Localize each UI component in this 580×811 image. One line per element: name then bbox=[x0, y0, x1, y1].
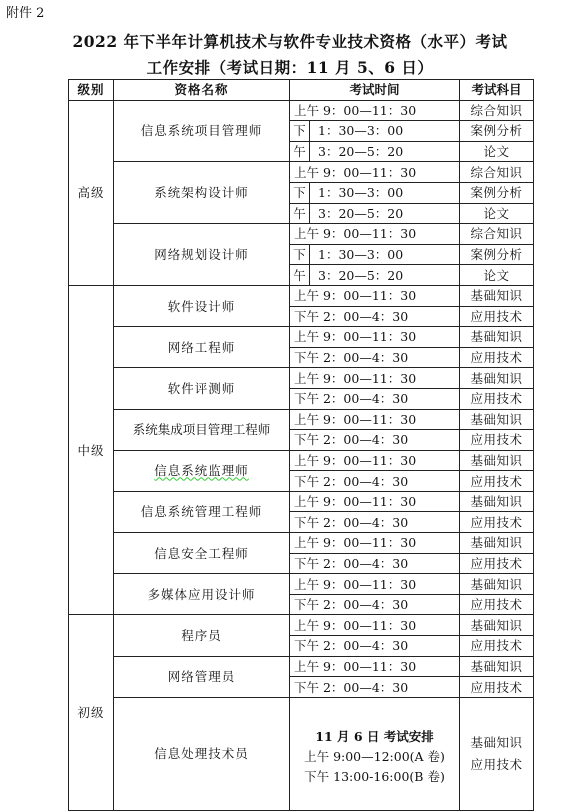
exam-name: 系统集成项目管理工程师 bbox=[114, 409, 290, 450]
exam-time: 下午 2：00—4：30 bbox=[290, 553, 460, 574]
table-row bbox=[69, 450, 534, 471]
afternoon-char: 午 bbox=[290, 265, 310, 286]
exam-subject: 论文 bbox=[460, 141, 534, 162]
exam-time: 下午 2：00—4：30 bbox=[290, 594, 460, 615]
exam-subject: 应用技术 bbox=[460, 553, 534, 574]
exam-time: 下午 2：00—4：30 bbox=[290, 306, 460, 327]
exam-subject: 基础知识 bbox=[460, 368, 534, 389]
exam-time: 下午 2：00—4：30 bbox=[290, 636, 460, 657]
exam-subject: 基础知识 bbox=[460, 615, 534, 636]
exam-time: 下午 2：00—4：30 bbox=[290, 677, 460, 698]
exam-subject: 应用技术 bbox=[460, 512, 534, 533]
exam-time: 下午 2：00—4：30 bbox=[290, 430, 460, 451]
exam-subject: 应用技术 bbox=[460, 594, 534, 615]
exam-name: 网络管理员 bbox=[114, 656, 290, 697]
exam-time: 上午 9：00—11：30 bbox=[290, 450, 460, 471]
exam-time: 上午 9：00—11：30 bbox=[290, 409, 460, 430]
exam-subject: 基础知识 bbox=[460, 533, 534, 554]
special-schedule-title: 11 月 6 日 考试安排 bbox=[315, 728, 434, 744]
exam-time: 上午 9：00—11：30 bbox=[290, 327, 460, 348]
afternoon-char: 午 bbox=[290, 141, 310, 162]
exam-subject: 应用技术 bbox=[460, 347, 534, 368]
exam-subject: 基础知识 bbox=[460, 409, 534, 430]
exam-subject: 案例分析 bbox=[460, 121, 534, 142]
exam-time: 上午 9：00—11：30 bbox=[290, 491, 460, 512]
exam-name: 网络工程师 bbox=[114, 327, 290, 368]
exam-time: 上午 9：00—11：30 bbox=[290, 224, 460, 245]
exam-subject: 论文 bbox=[460, 203, 534, 224]
table-row bbox=[69, 285, 534, 306]
exam-subject: 案例分析 bbox=[460, 182, 534, 203]
exam-subject: 综合知识 bbox=[460, 100, 534, 121]
exam-name: 信息安全工程师 bbox=[114, 533, 290, 574]
table-row bbox=[69, 409, 534, 430]
document-subtitle: 工作安排（考试日期：11 月 5、6 日） bbox=[146, 58, 434, 77]
exam-time: 3：20—5：20 bbox=[310, 203, 460, 224]
exam-subject: 综合知识 bbox=[460, 224, 534, 245]
table-row bbox=[69, 162, 534, 183]
table-row bbox=[69, 656, 534, 677]
header-name: 资格名称 bbox=[114, 80, 290, 101]
special-schedule-am: 上午 9:00—12:00(A 卷) bbox=[304, 748, 445, 764]
afternoon-char: 下 bbox=[290, 121, 310, 142]
exam-subject: 基础知识 bbox=[460, 450, 534, 471]
special-subjects bbox=[460, 697, 534, 810]
exam-time: 下午 2：00—4：30 bbox=[290, 512, 460, 533]
exam-subject: 基础知识 bbox=[460, 656, 534, 677]
table-row bbox=[69, 491, 534, 512]
exam-name: 信息系统项目管理师 bbox=[114, 100, 290, 162]
header-level: 级别 bbox=[69, 80, 114, 101]
exam-subject: 应用技术 bbox=[460, 471, 534, 492]
special-subject-applied: 应用技术 bbox=[470, 756, 523, 772]
exam-subject: 基础知识 bbox=[460, 574, 534, 595]
exam-name bbox=[114, 450, 290, 491]
exam-subject: 案例分析 bbox=[460, 244, 534, 265]
table-row bbox=[69, 697, 534, 810]
exam-time: 上午 9：00—11：30 bbox=[290, 162, 460, 183]
exam-name: 软件设计师 bbox=[114, 285, 290, 326]
exam-subject: 应用技术 bbox=[460, 636, 534, 657]
special-schedule-pm: 下午 13:00-16:00(B 卷) bbox=[304, 768, 445, 784]
exam-schedule-table bbox=[68, 79, 534, 811]
exam-time: 3：20—5：20 bbox=[310, 141, 460, 162]
exam-subject: 综合知识 bbox=[460, 162, 534, 183]
exam-subject: 基础知识 bbox=[460, 285, 534, 306]
header-subject: 考试科目 bbox=[460, 80, 534, 101]
level-middle: 中级 bbox=[69, 285, 114, 615]
exam-subject: 基础知识 bbox=[460, 491, 534, 512]
afternoon-char: 午 bbox=[290, 203, 310, 224]
attachment-label: 附件 2 bbox=[6, 6, 45, 21]
table-header-row bbox=[69, 80, 534, 101]
exam-subject: 基础知识 bbox=[460, 327, 534, 348]
afternoon-char: 下 bbox=[290, 244, 310, 265]
exam-subject: 论文 bbox=[460, 265, 534, 286]
exam-subject: 应用技术 bbox=[460, 430, 534, 451]
exam-time: 下午 2：00—4：30 bbox=[290, 347, 460, 368]
exam-name: 网络规划设计师 bbox=[114, 224, 290, 286]
afternoon-char: 下 bbox=[290, 182, 310, 203]
exam-name: 系统架构设计师 bbox=[114, 162, 290, 224]
exam-time: 1：30—3：00 bbox=[310, 182, 460, 203]
exam-name: 信息系统管理工程师 bbox=[114, 491, 290, 532]
exam-name: 程序员 bbox=[114, 615, 290, 656]
exam-subject: 应用技术 bbox=[460, 388, 534, 409]
table-row bbox=[69, 368, 534, 389]
level-junior: 初级 bbox=[69, 615, 114, 810]
table-row bbox=[69, 533, 534, 554]
table-row bbox=[69, 327, 534, 348]
exam-time: 下午 2：00—4：30 bbox=[290, 471, 460, 492]
exam-subject: 应用技术 bbox=[460, 306, 534, 327]
exam-time: 3：20—5：20 bbox=[310, 265, 460, 286]
exam-time: 上午 9：00—11：30 bbox=[290, 285, 460, 306]
document-title: 2022 年下半年计算机技术与软件专业技术资格（水平）考试 bbox=[72, 32, 508, 51]
exam-time: 上午 9：00—11：30 bbox=[290, 368, 460, 389]
exam-time: 上午 9：00—11：30 bbox=[290, 656, 460, 677]
level-senior: 高级 bbox=[69, 100, 114, 285]
header-time: 考试时间 bbox=[290, 80, 460, 101]
special-subject-basic: 基础知识 bbox=[470, 734, 523, 750]
table-row bbox=[69, 224, 534, 245]
exam-subject: 应用技术 bbox=[460, 677, 534, 698]
exam-time: 上午 9：00—11：30 bbox=[290, 533, 460, 554]
table-row bbox=[69, 574, 534, 595]
exam-name: 软件评测师 bbox=[114, 368, 290, 409]
table-row bbox=[69, 100, 534, 121]
special-schedule bbox=[290, 697, 460, 810]
exam-time: 下午 2：00—4：30 bbox=[290, 388, 460, 409]
exam-time: 1：30—3：00 bbox=[310, 121, 460, 142]
exam-time: 1：30—3：00 bbox=[310, 244, 460, 265]
exam-name: 多媒体应用设计师 bbox=[114, 574, 290, 615]
table-row bbox=[69, 615, 534, 636]
exam-name: 信息处理技术员 bbox=[114, 697, 290, 810]
exam-time: 上午 9：00—11：30 bbox=[290, 100, 460, 121]
exam-time: 上午 9：00—11：30 bbox=[290, 574, 460, 595]
exam-time: 上午 9：00—11：30 bbox=[290, 615, 460, 636]
exam-name-text: 信息系统监理师 bbox=[154, 463, 249, 479]
